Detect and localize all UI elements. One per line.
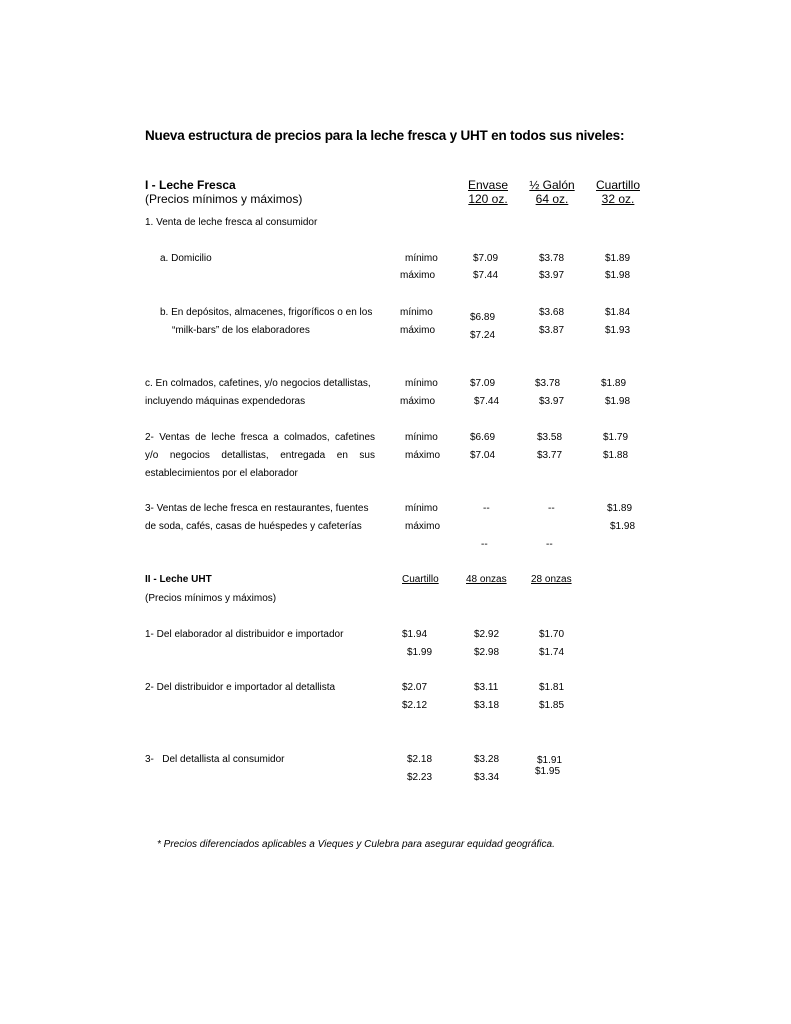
price-cell: $1.84: [605, 307, 631, 318]
price-cell: $1.89: [607, 503, 633, 514]
price-cell: --: [481, 539, 488, 550]
max-label: máximo: [400, 325, 436, 336]
price-cell: $7.44: [473, 270, 499, 281]
price-cell: $1.98: [610, 521, 636, 532]
price-cell: $1.89: [601, 378, 627, 389]
col-header-48-onzas: 48 onzas: [466, 574, 507, 585]
item-1b-label-line1: b. En depósitos, almacenes, frigoríficos o en los: [160, 307, 373, 318]
price-cell: $2.98: [474, 647, 500, 658]
price-cell: $3.18: [474, 700, 500, 711]
price-cell: $1.98: [605, 396, 631, 407]
col-header-cuartillo-uht: Cuartillo: [402, 574, 439, 585]
price-cell: $3.34: [474, 772, 500, 783]
price-cell: $1.74: [539, 647, 565, 658]
min-label: mínimo: [405, 253, 438, 264]
min-label: mínimo: [400, 307, 433, 318]
price-cell: $3.11: [474, 682, 499, 693]
price-cell: $1.93: [605, 325, 631, 336]
max-label: máximo: [405, 450, 441, 461]
item-2-label-line2: y/o negocios detallistas, entregada en sus: [145, 450, 375, 461]
price-cell: $1.98: [605, 270, 631, 281]
item-1-label: 1. Venta de leche fresca al consumidor: [145, 217, 318, 228]
price-cell: $2.23: [407, 772, 433, 783]
price-cell: $2.18: [407, 754, 433, 765]
col-header-28-onzas: 28 onzas: [531, 574, 572, 585]
price-cell: $7.09: [473, 253, 499, 264]
price-cell: --: [546, 539, 553, 550]
price-cell: $7.09: [470, 378, 496, 389]
price-cell: $1.99: [407, 647, 433, 658]
price-cell: $2.07: [402, 682, 428, 693]
price-cell: $3.87: [539, 325, 565, 336]
price-cell: $2.12: [402, 700, 428, 711]
price-cell: $7.04: [470, 450, 496, 461]
price-cell: $7.44: [474, 396, 500, 407]
section-2-heading: II - Leche UHT: [145, 574, 212, 585]
uht-item-2-label: 2- Del distribuidor e importador al detallista: [145, 682, 336, 693]
price-cell: $1.88: [603, 450, 629, 461]
price-cell: $1.85: [539, 700, 565, 711]
price-cell: $3.28: [474, 754, 500, 765]
price-cell: --: [548, 503, 555, 514]
price-cell: $1.81: [539, 682, 565, 693]
col-header-envase: Envase 120 oz.: [467, 178, 509, 206]
item-3-label-line1: 3- Ventas de leche fresca en restaurantes, fuentes: [145, 503, 369, 514]
col-header-medio-galon: ½ Galón 64 oz.: [529, 178, 575, 206]
price-cell: $3.97: [539, 396, 565, 407]
item-1c-label-line1: c. En colmados, cafetines, y/o negocios detallistas,: [145, 378, 371, 389]
item-1c-label-line2: incluyendo máquinas expendedoras: [145, 396, 306, 407]
uht-item-3-label: 3- Del detallista al consumidor: [145, 754, 285, 765]
price-cell: $7.24: [470, 330, 496, 341]
price-cell: $3.78: [539, 253, 565, 264]
page-title: Nueva estructura de precios para la leche fresca y UHT en todos sus niveles:: [145, 128, 625, 143]
price-cell: $1.95: [535, 766, 561, 777]
col-header-cuartillo: Cuartillo 32 oz.: [595, 178, 640, 206]
price-cell: $1.70: [539, 629, 565, 640]
max-label: máximo: [400, 270, 436, 281]
item-1b-label-line2: “milk-bars” de los elaboradores: [172, 325, 310, 336]
item-1a-label: a. Domicilio: [160, 253, 212, 264]
price-cell: --: [483, 503, 490, 514]
item-2-label-line3: establecimientos por el elaborador: [145, 468, 298, 479]
item-2-label-line1: 2- Ventas de leche fresca a colmados, cafetines: [145, 432, 375, 443]
price-cell: $1.91: [537, 755, 563, 766]
min-label: mínimo: [405, 378, 438, 389]
price-cell: $1.89: [605, 253, 631, 264]
price-cell: $6.89: [470, 312, 496, 323]
price-cell: $2.92: [474, 629, 500, 640]
max-label: máximo: [405, 521, 441, 532]
price-cell: $1.94: [402, 629, 428, 640]
item-3-label-line2: de soda, cafés, casas de huéspedes y cafeterías: [145, 521, 362, 532]
section-1-heading: I - Leche Fresca: [145, 178, 236, 192]
section-2-subheading: (Precios mínimos y máximos): [145, 593, 277, 604]
min-label: mínimo: [405, 503, 438, 514]
price-cell: $3.97: [539, 270, 565, 281]
price-cell: $1.79: [603, 432, 629, 443]
price-cell: $3.68: [539, 307, 565, 318]
min-label: mínimo: [405, 432, 438, 443]
price-cell: $6.69: [470, 432, 496, 443]
price-cell: $3.77: [537, 450, 563, 461]
footnote: * Precios diferenciados aplicables a Vieques y Culebra para asegurar equidad geográfica.: [157, 839, 555, 850]
uht-item-1-label: 1- Del elaborador al distribuidor e importador: [145, 629, 344, 640]
section-1-subheading: (Precios mínimos y máximos): [145, 192, 303, 206]
price-cell: $3.58: [537, 432, 563, 443]
price-cell: $3.78: [535, 378, 561, 389]
max-label: máximo: [400, 396, 436, 407]
